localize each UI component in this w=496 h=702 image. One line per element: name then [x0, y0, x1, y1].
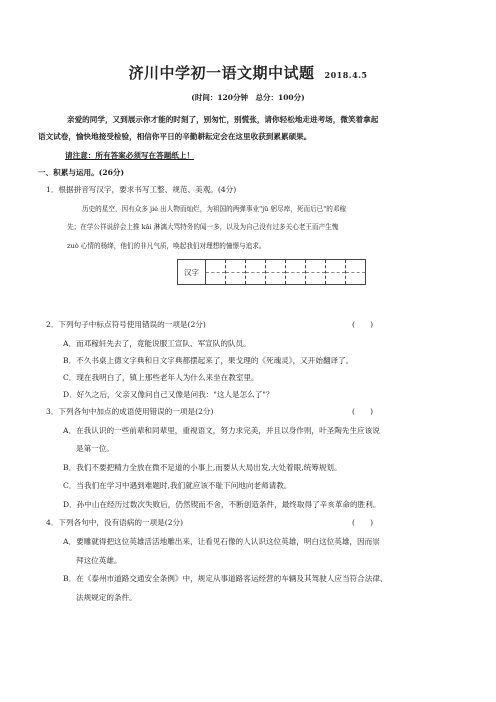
q3-option-c: C．当我们在学习中遇到难题时,我们就应该不耻下问地向老师请教。: [63, 481, 292, 490]
q4-option-a-line-1: A．要雕就得把这位英雄活活地雕出来，让看见石像的人认识这位英雄，明白这位英雄，因而崇: [63, 537, 380, 546]
grid-cell: [286, 260, 306, 284]
q1-passage-line-1: 历史的星空，因有众多 jié 出人物而灿烂，为祖国的两弹事业"jū 躬尽瘁，死而后已"的邓稼: [82, 205, 347, 213]
grid-cell: [326, 260, 346, 284]
q2-option-c: C．现在我明白了，镇上那些老年人为什么来坐在教室里。: [63, 373, 259, 382]
grid-cell: [306, 260, 326, 284]
grid-cell: [246, 260, 266, 284]
q2-option-d: D．好久之后，父亲又像问自己又像是问我："这人是怎么了"？: [63, 390, 274, 399]
q2-stem: 2．下列句子中标点符号使用错误的一项是(2分): [46, 320, 206, 329]
q1-passage-line-3: zuò 心情的杨绛，他们的非凡气质，唤起我们对理想的憧憬与追求。: [67, 242, 266, 250]
q3-option-a-line-2: 是第一位。: [76, 444, 114, 453]
q4-stem: 4．下列各句中，没有语病的一项是(2分): [46, 518, 184, 527]
title-text: 济川中学初一语文期中试题: [128, 64, 315, 82]
q1-passage-line-2: 先；在学公祥说辞会上推 kǎi 淋漓大骂特务的闻一多，以及为自己没有过多关心老王而产生愧: [67, 223, 339, 231]
answer-grid: [177, 259, 366, 285]
grid-cell: [226, 260, 246, 284]
intro-line-1: 亲爱的同学，又到展示你才能的时刻了，别匆忙，别慌张，请你轻松地走进考场，微笑着拿起: [67, 115, 379, 124]
exam-meta: (时间：120分钟 总分：100分): [191, 93, 305, 102]
grid-cell: [346, 260, 365, 284]
q3-option-a-line-1: A．在我认识的一些前辈和同辈里，重视语文，努力求完美，并且以身作则，叶圣陶先生应该说: [63, 426, 380, 435]
grid-cell: [266, 260, 286, 284]
q4-option-a-line-2: 拜这位英雄。: [76, 556, 122, 565]
grid-label: 汉字: [178, 260, 206, 284]
q3-answer-paren: ( ): [352, 407, 374, 416]
q3-stem: 3．下列各句中加点的成语使用错误的一项是(2分): [46, 407, 214, 416]
exam-title: [0, 62, 496, 83]
q4-answer-paren: ( ): [352, 518, 374, 527]
q4-option-b-line-1: B．在《泰州市道路交通安全条例》中，规定从事道路客运经营的车辆及其驾驶人应当符合法律、: [63, 574, 388, 583]
q1-stem: 1．根据拼音写汉字，要求书写工整、规范、美观。(4分): [46, 185, 237, 194]
q2-answer-paren: ( ): [352, 320, 374, 329]
exam-date: 2018.4.5: [324, 70, 368, 80]
q2-option-a: A．而邓稼轩先去了，竟能说服工宣队、军宣队的队员。: [63, 339, 251, 348]
intro-line-2: 语文试卷，愉快地接受检验，相信你平日的辛勤耕耘定会在这里收获到累累硕果。: [38, 132, 312, 141]
q4-option-b-line-2: 法规规定的条件。: [76, 593, 137, 602]
grid-cell: [206, 260, 226, 284]
answer-notice: 请注意：所有答案必须写在答题纸上！: [65, 151, 195, 160]
q3-option-d: D．孙中山在经历过数次失败后，仍然锲而不舍，不断创造条件，最终取得了辛亥革命的胜利。: [63, 500, 381, 509]
q3-option-b: B．我们不要把精力全放在微不足道的小事上,而要从大局出发,大处着眼,统筹规划。: [63, 463, 342, 472]
q2-option-b: B．不久书桌上德文字典和日文字典都摆起来了，果戈理的《死魂灵》，又开始翻译了。: [63, 356, 354, 365]
section-heading: 一、积累与运用。(26分): [38, 168, 125, 177]
